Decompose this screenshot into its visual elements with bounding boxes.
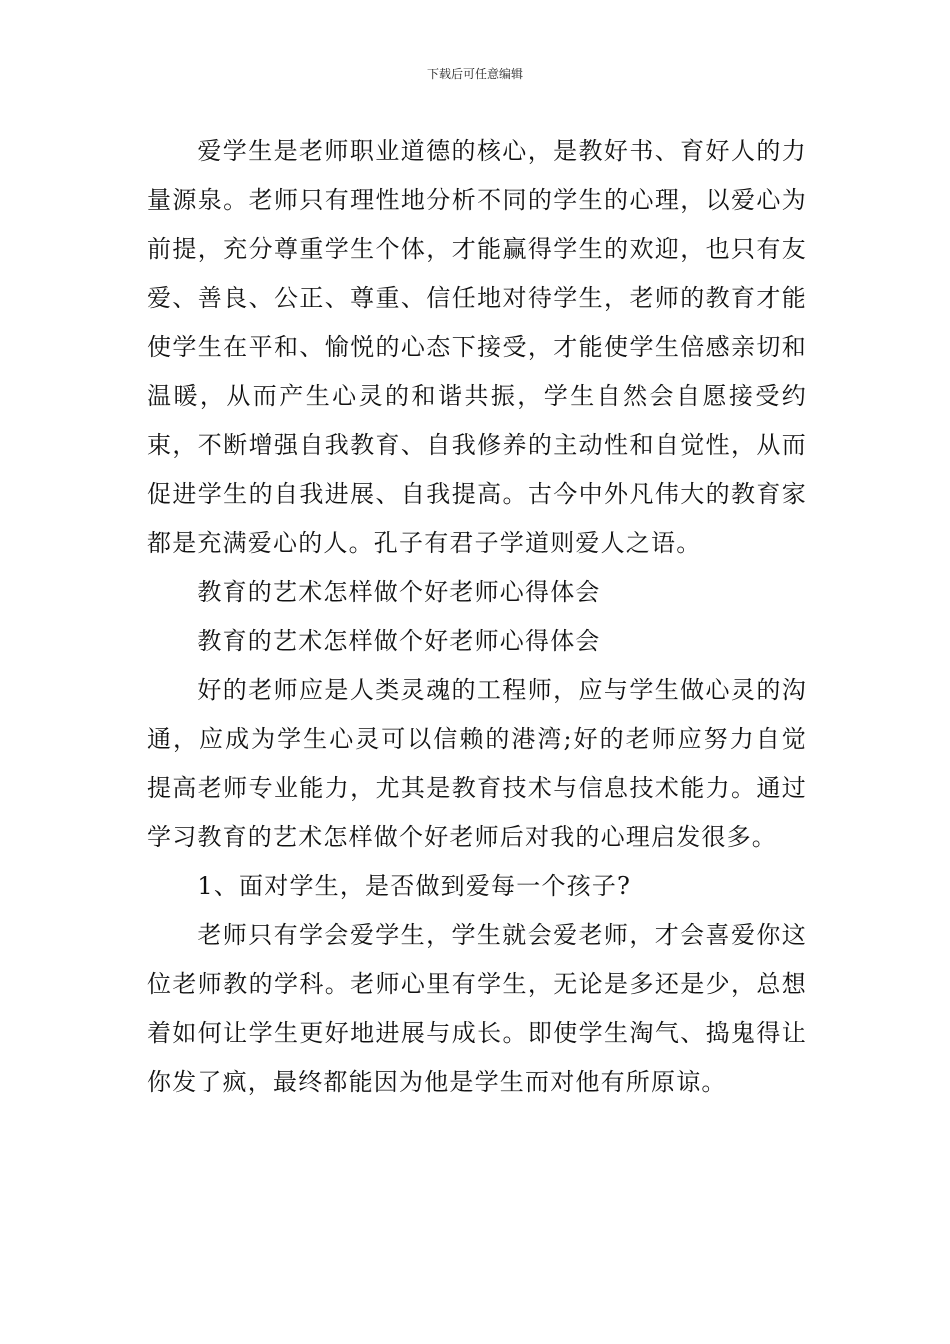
section-title-repeat: 教育的艺术怎样做个好老师心得体会 xyxy=(197,627,601,655)
paragraph-good-teacher: 好的老师应是人类灵魂的工程师，应与学生做心灵的沟通，应成为学生心灵可以信赖的港湾;好的老师应努力自觉提高老师专业能力，尤其是教育技术与信息技术能力。通过学习教育的艺术怎样做个好老师后对我的心理启发很多。 xyxy=(147,676,807,851)
paragraph-teacher-love: 老师只有学会爱学生，学生就会爱老师，才会喜爱你这位老师教的学科。老师心里有学生，无论是多还是少，总想着如何让学生更好地进展与成长。即使学生淘气、捣鬼得让你发了疯，最终都能因为他是学生而对他有所原谅。 xyxy=(147,921,807,1096)
numbered-heading-1: 1、面对学生，是否做到爱每一个孩子? xyxy=(197,872,632,900)
section-title: 教育的艺术怎样做个好老师心得体会 xyxy=(197,578,601,606)
document-body xyxy=(147,127,807,1107)
page-header: 下载后可任意编辑 xyxy=(426,67,523,81)
paragraph-love-students: 爱学生是老师职业道德的核心，是教好书、育好人的力量源泉。老师只有理性地分析不同的学生的心理，以爱心为前提，充分尊重学生个体，才能赢得学生的欢迎，也只有友爱、善良、公正、尊重、信任地对待学生，老师的教育才能使学生在平和、愉悦的心态下接受，才能使学生倍感亲切和温暖，从而产生心灵的和谐共振，学生自然会自愿接受约束，不断增强自我教育、自我修养的主动性和自觉性，从而促进学生的自我进展、自我提高。古今中外凡伟大的教育家都是充满爱心的人。孔子有君子学道则爱人之语。 xyxy=(147,137,807,557)
